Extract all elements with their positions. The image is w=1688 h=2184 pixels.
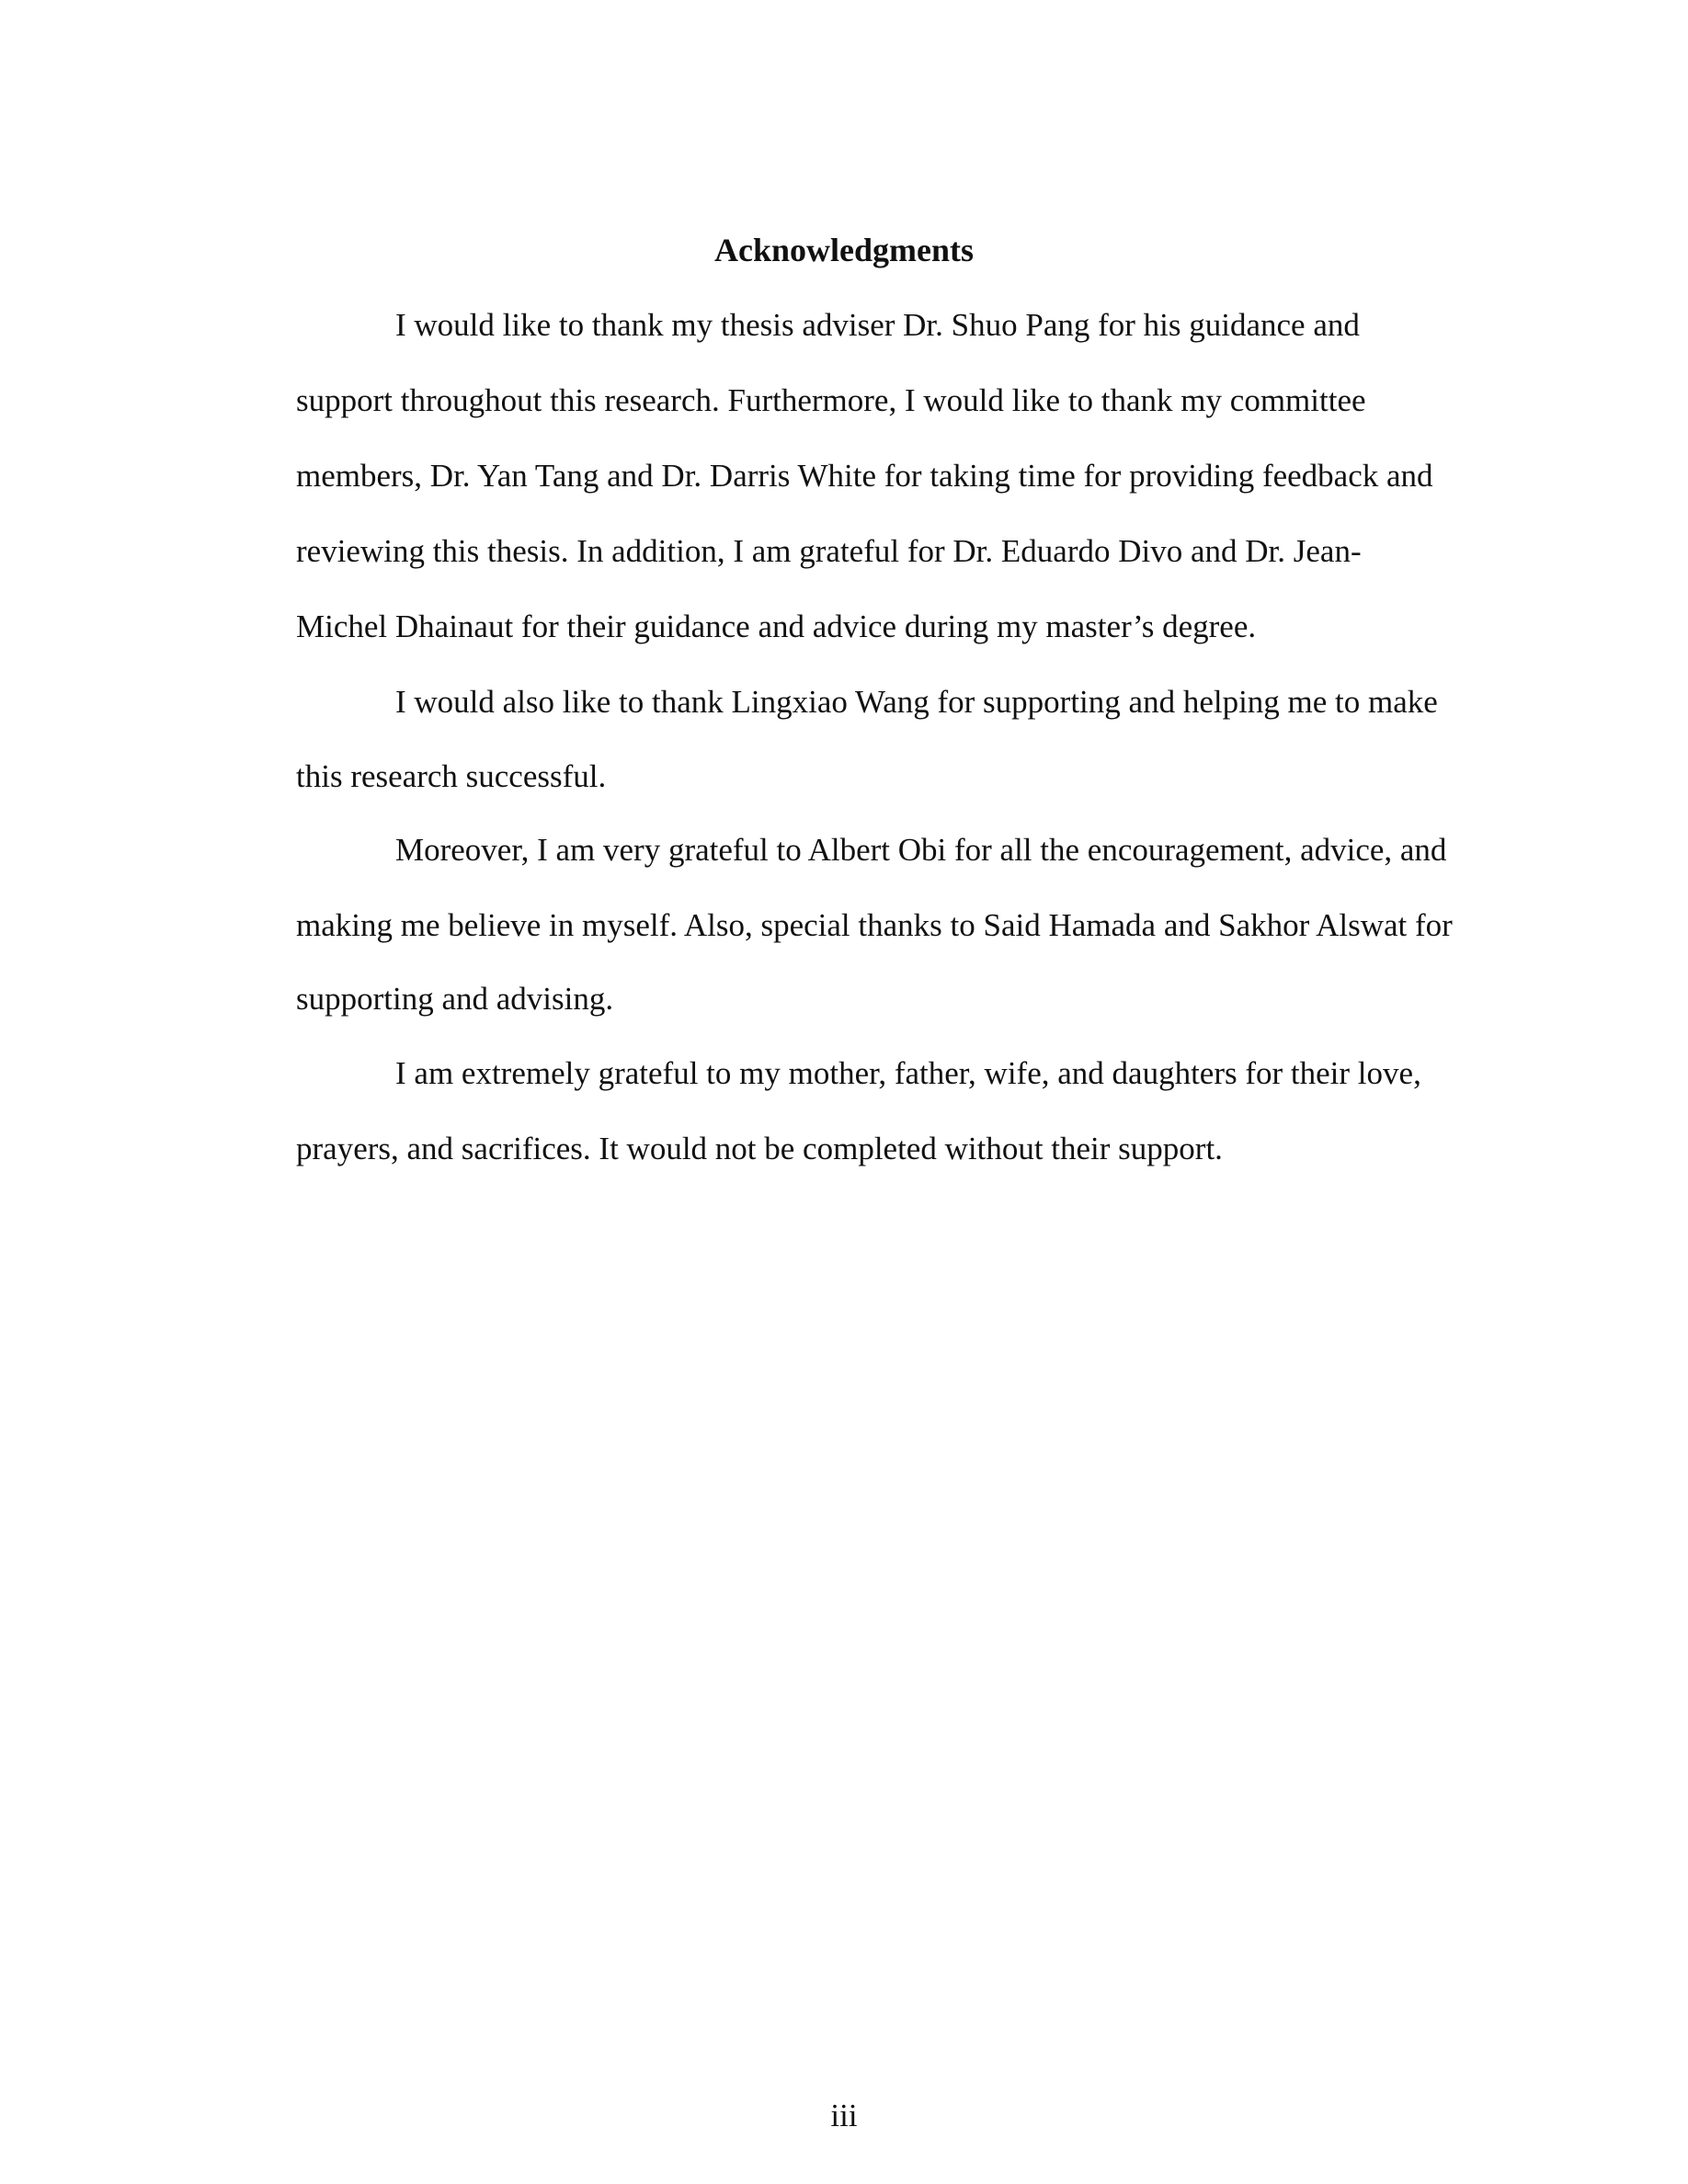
paragraph-1-line-2: support throughout this research. Furthermore, I would like to thank my committee: [296, 382, 1366, 418]
page-title: Acknowledgments: [713, 232, 974, 268]
paragraph-3-line-2: making me believe in myself. Also, special thanks to Said Hamada and Sakhor Alswat for: [296, 907, 1453, 943]
paragraph-4-line-1: I am extremely grateful to my mother, father, wife, and daughters for their love,: [395, 1055, 1421, 1091]
paragraph-1-line-1: I would like to thank my thesis adviser Dr. Shuo Pang for his guidance and: [395, 307, 1360, 343]
paragraph-1-line-3: members, Dr. Yan Tang and Dr. Darris White for taking time for providing feedback and: [296, 458, 1433, 494]
paragraph-3-line-1: Moreover, I am very grateful to Albert Obi for all the encouragement, advice, and: [395, 832, 1447, 868]
page-number: iii: [830, 2098, 858, 2133]
paragraph-2-line-2: this research successful.: [296, 758, 607, 794]
paragraph-1-line-4: reviewing this thesis. In addition, I am grateful for Dr. Eduardo Divo and Dr. Jean-: [296, 533, 1362, 569]
paragraph-2-line-1: I would also like to thank Lingxiao Wang for supporting and helping me to make: [395, 684, 1438, 720]
paragraph-3-line-3: supporting and advising.: [296, 981, 614, 1017]
paragraph-4-line-2: prayers, and sacrifices. It would not be completed without their support.: [296, 1131, 1223, 1166]
paragraph-1-line-5: Michel Dhainaut for their guidance and advice during my master’s degree.: [296, 609, 1257, 644]
